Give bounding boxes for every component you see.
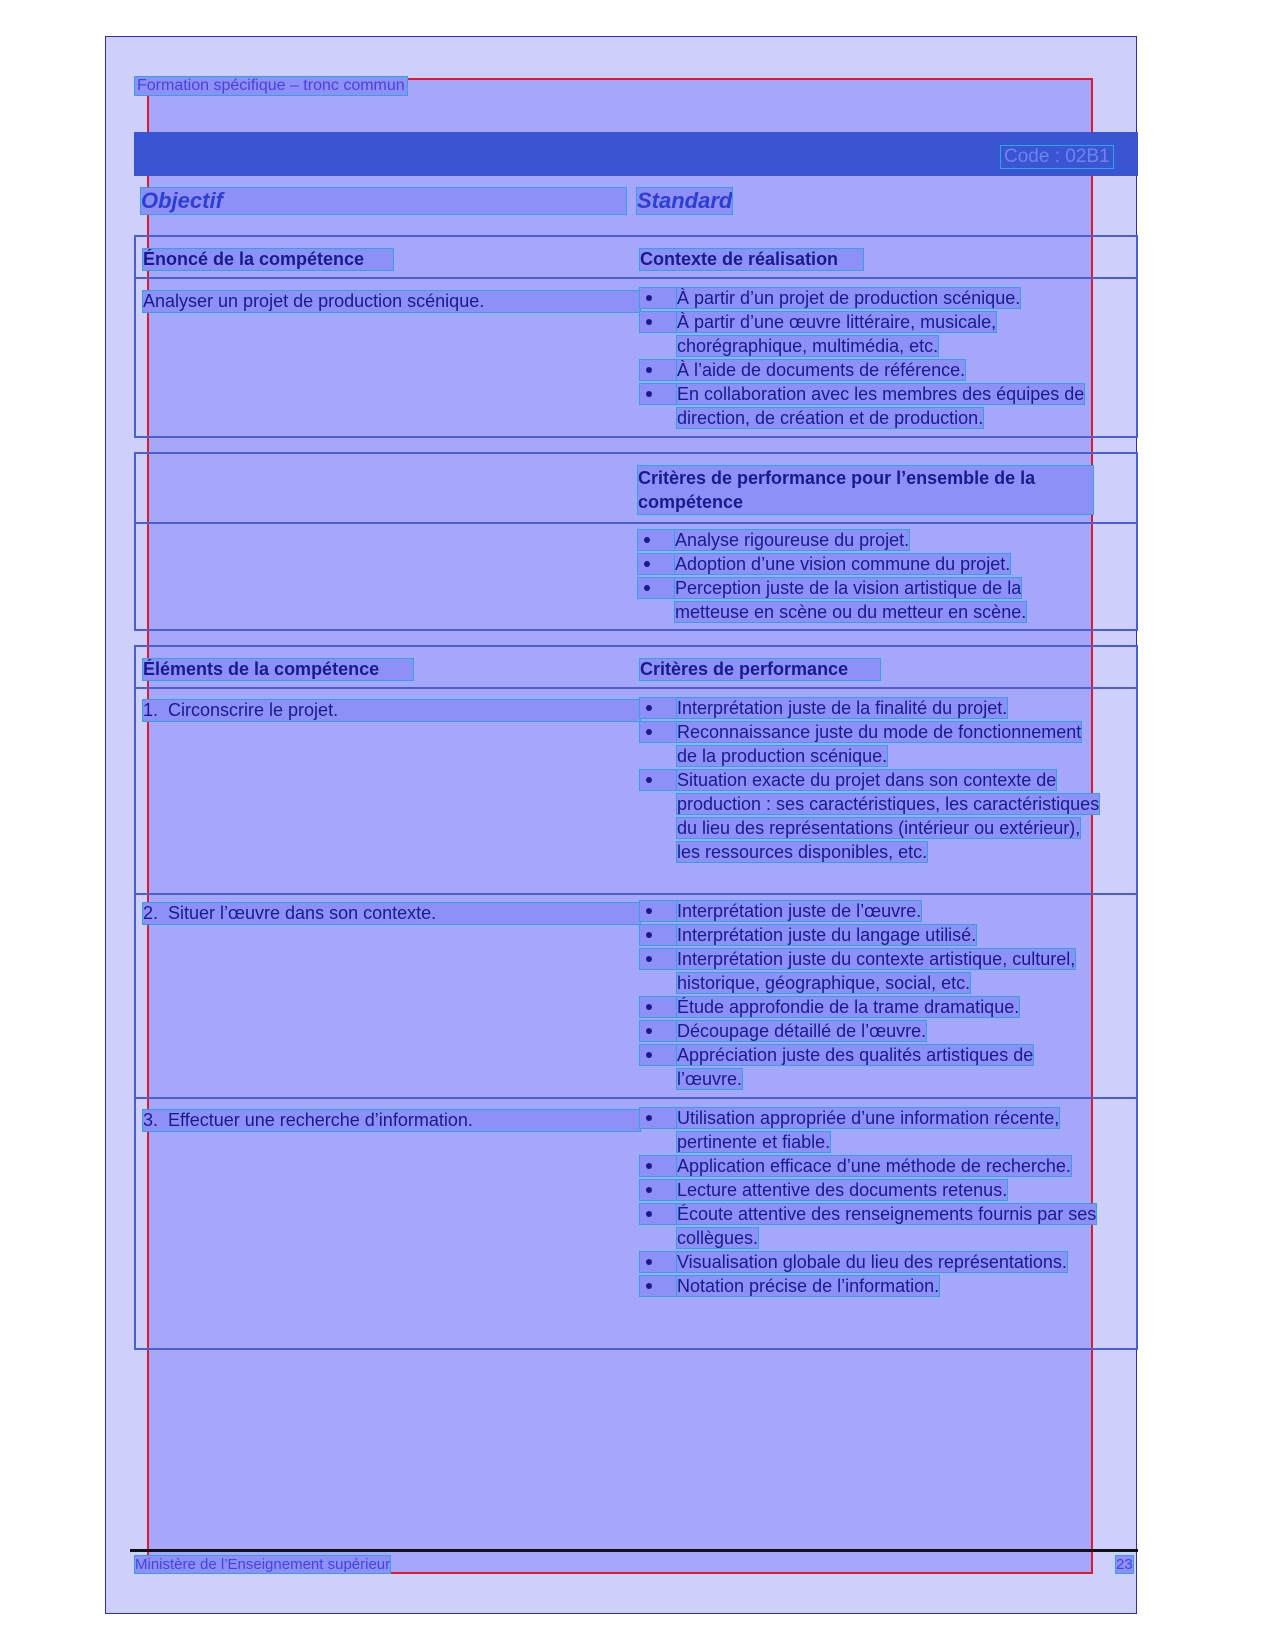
- bullet-icon: [640, 1276, 676, 1296]
- bullet-icon: [640, 1156, 676, 1176]
- page-number: 23: [1116, 1556, 1133, 1573]
- list-item: Écoute attentive des renseignements fournis par ses collègues.: [640, 1202, 1110, 1250]
- bullet-icon: [640, 1108, 676, 1128]
- row-divider: [136, 277, 1136, 279]
- code-value: 02B1: [1065, 146, 1110, 167]
- bullet-icon: [640, 949, 676, 969]
- bullet-icon: [640, 770, 676, 790]
- element-1: 1. Circonscrire le projet.: [143, 700, 640, 721]
- bullet-icon: [640, 312, 676, 332]
- list-item: Perception juste de la vision artistique de la metteuse en scène ou du metteur en scène.: [638, 576, 1083, 624]
- list-item: Reconnaissance juste du mode de fonctionnement de la production scénique.: [640, 720, 1100, 768]
- row-divider: [136, 893, 1136, 895]
- row-divider: [136, 522, 1136, 524]
- list-item: Utilisation appropriée d’une information récente, pertinente et fiable.: [640, 1106, 1110, 1154]
- list-item: Adoption d’une vision commune du projet.: [638, 552, 1083, 576]
- list-item: Interprétation juste de la finalité du projet.: [640, 696, 1100, 720]
- global-criteria-bullets: [638, 528, 1083, 624]
- row-divider: [136, 1097, 1136, 1099]
- bullet-icon: [638, 578, 674, 598]
- list-item: Interprétation juste de l’œuvre.: [640, 899, 1100, 923]
- table3-left-header: Éléments de la compétence: [143, 659, 413, 680]
- list-item: Situation exacte du projet dans son contexte de production : ses caractéristiques, les caractéristiques du lieu des représentations (intérieur ou extérieur), les ressources disponibles, etc.: [640, 768, 1100, 864]
- competency-statement: Analyser un projet de production scénique.: [143, 291, 640, 312]
- bullet-icon: [640, 925, 676, 945]
- footer-rule: [130, 1549, 1138, 1552]
- table3-right-header: Critères de performance: [640, 659, 880, 680]
- table1-right-header: Contexte de réalisation: [640, 249, 863, 270]
- bullet-icon: [640, 288, 676, 308]
- bullet-icon: [640, 722, 676, 742]
- section-standard: Standard: [637, 188, 733, 213]
- code-label: Code :: [1004, 146, 1060, 167]
- list-item: Étude approfondie de la trame dramatique.: [640, 995, 1100, 1019]
- row-divider: [136, 687, 1136, 689]
- footer-ministry: Ministère de l’Enseignement supérieur: [135, 1556, 391, 1573]
- bullet-icon: [640, 901, 676, 921]
- element-3-criteria: [640, 1106, 1110, 1298]
- element-3: 3. Effectuer une recherche d’information.: [143, 1110, 640, 1131]
- table2-right-header: Critères de performance pour l’ensemble de la compétence: [638, 466, 1093, 514]
- table1-left-header: Énoncé de la compétence: [143, 249, 393, 270]
- list-item: Notation précise de l’information.: [640, 1274, 1110, 1298]
- code-band: [134, 132, 1138, 176]
- program-code: [1001, 146, 1113, 168]
- bullet-icon: [638, 530, 674, 550]
- bullet-icon: [640, 1180, 676, 1200]
- element-2-criteria: [640, 899, 1100, 1091]
- bullet-icon: [640, 997, 676, 1017]
- bullet-icon: [640, 1021, 676, 1041]
- list-item: À partir d’un projet de production scénique.: [640, 286, 1115, 310]
- list-item: Application efficace d’une méthode de recherche.: [640, 1154, 1110, 1178]
- bullet-icon: [638, 554, 674, 574]
- bullet-icon: [640, 1252, 676, 1272]
- list-item: En collaboration avec les membres des équipes de direction, de création et de production.: [640, 382, 1115, 430]
- list-item: À partir d’une œuvre littéraire, musicale, chorégraphique, multimédia, etc.: [640, 310, 1115, 358]
- list-item: Découpage détaillé de l’œuvre.: [640, 1019, 1100, 1043]
- context-bullets: [640, 286, 1115, 430]
- list-item: Lecture attentive des documents retenus.: [640, 1178, 1110, 1202]
- bullet-icon: [640, 1204, 676, 1224]
- document-header: Formation spécifique – tronc commun: [137, 77, 405, 94]
- list-item: À l’aide de documents de référence.: [640, 358, 1115, 382]
- element-2: 2. Situer l’œuvre dans son contexte.: [143, 903, 640, 924]
- section-objective: Objectif: [141, 188, 626, 214]
- list-item: Interprétation juste du contexte artistique, culturel, historique, géographique, social, etc.: [640, 947, 1100, 995]
- list-item: Interprétation juste du langage utilisé.: [640, 923, 1100, 947]
- bullet-icon: [640, 1045, 676, 1065]
- list-item: Analyse rigoureuse du projet.: [638, 528, 1083, 552]
- list-item: Visualisation globale du lieu des représentations.: [640, 1250, 1110, 1274]
- bullet-icon: [640, 360, 676, 380]
- element-1-criteria: [640, 696, 1100, 864]
- bullet-icon: [640, 698, 676, 718]
- bullet-icon: [640, 384, 676, 404]
- list-item: Appréciation juste des qualités artistiques de l’œuvre.: [640, 1043, 1100, 1091]
